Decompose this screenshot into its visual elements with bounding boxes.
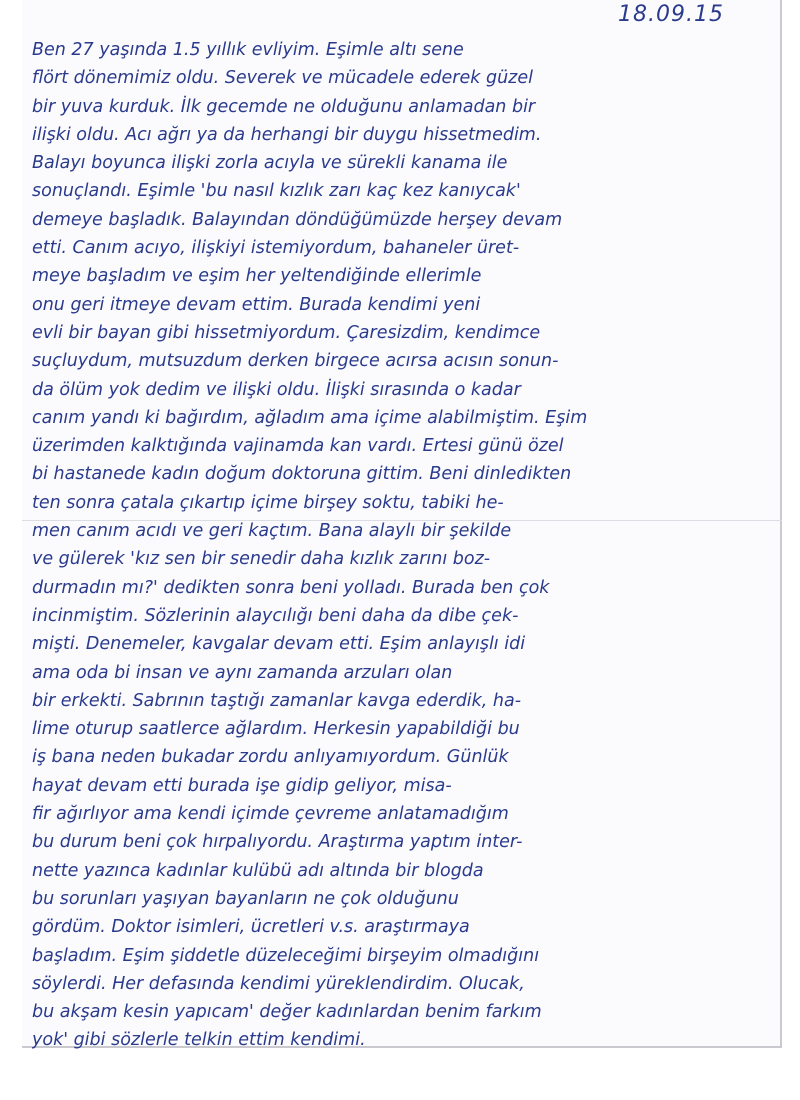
handwritten-line: Ben 27 yaşında 1.5 yıllık evliyim. Eşimle altı sene [32, 40, 464, 60]
handwritten-line: fir ağırlıyor ama kendi içimde çevreme anlatamadığım [32, 804, 509, 825]
handwritten-line: hayat devam etti burada işe gidip geliyor, misa- [32, 775, 452, 796]
handwritten-line: meye başladım ve eşim her yeltendiğinde ellerimle [32, 266, 482, 287]
handwritten-line: söylerdi. Her defasında kendimi yüreklendirdim. Olucak, [32, 973, 525, 994]
handwritten-line: bu akşam kesin yapıcam' değer kadınlardan benim farkım [32, 1002, 542, 1023]
handwritten-line: bu sorunları yaşıyan bayanların ne çok olduğunu [32, 888, 459, 909]
handwritten-line: bu durum beni çok hırpalıyordu. Araştırma yaptım inter- [32, 832, 523, 853]
handwritten-line: ama oda bi insan ve aynı zamanda arzuları olan [32, 662, 453, 683]
handwritten-line: suçluydum, mutsuzdum derken birgece acırsa acısın sonun- [32, 351, 559, 372]
letter-body [32, 36, 772, 1055]
handwritten-line: flört dönemimiz oldu. Severek ve mücadele ederek güzel [32, 68, 533, 89]
handwritten-line: üzerimden kalktığında vajinamda kan vardı. Ertesi günü özel [32, 436, 564, 457]
handwritten-line: sonuçlandı. Eşimle 'bu nasıl kızlık zarı kaç kez kanıycak' [32, 181, 521, 202]
handwritten-line: men canım acıdı ve geri kaçtım. Bana alaylı bir şekilde [32, 521, 512, 542]
handwritten-line: da ölüm yok dedim ve ilişki oldu. İlişki sırasında o kadar [32, 379, 521, 400]
handwritten-line: durmadın mı?' dedikten sonra beni yolladı. Burada ben çok [32, 577, 550, 598]
handwritten-line: incinmiştim. Sözlerinin alaycılığı beni daha da dibe çek- [32, 605, 519, 626]
handwritten-line: ve gülerek 'kız sen bir senedir daha kızlık zarını boz- [32, 549, 491, 570]
handwritten-line: evli bir bayan gibi hissetmiyordum. Çaresizdim, kendimce [32, 322, 541, 343]
handwritten-line: lime oturup saatlerce ağlardım. Herkesin yapabildiği bu [32, 719, 520, 740]
handwritten-line: onu geri itmeye devam ettim. Burada kendimi yeni [32, 294, 481, 315]
handwritten-line: bir yuva kurduk. İlk gecemde ne olduğunu anlamadan bir [32, 96, 536, 117]
letter-date: 18.09.15 [618, 2, 724, 27]
handwritten-line: yok' gibi sözlerle telkin ettim kendimi. [32, 1030, 366, 1051]
handwritten-line: bir erkekti. Sabrının taştığı zamanlar kavga ederdik, ha- [32, 690, 522, 711]
handwritten-line: ten sonra çatala çıkartıp içime birşey soktu, tabiki he- [32, 492, 504, 513]
handwritten-line: başladım. Eşim şiddetle düzeleceğimi birşeyim olmadığını [32, 945, 540, 966]
handwritten-line: Balayı boyunca ilişki zorla acıyla ve sürekli kanama ile [32, 153, 508, 174]
handwritten-line: demeye başladık. Balayından döndüğümüzde herşey devam [32, 209, 563, 230]
handwritten-line: gördüm. Doktor isimleri, ücretleri v.s. araştırmaya [32, 917, 470, 938]
handwritten-line: mişti. Denemeler, kavgalar devam etti. Eşim anlayışlı idi [32, 634, 526, 655]
handwritten-line: ilişki oldu. Acı ağrı ya da herhangi bir duygu hissetmedim. [32, 124, 542, 145]
handwritten-line: canım yandı ki bağırdım, ağladım ama içime alabilmiştim. Eşim [32, 407, 588, 428]
handwritten-line: bi hastanede kadın doğum doktoruna gittim. Beni dinledikten [32, 464, 572, 485]
handwritten-line: etti. Canım acıyo, ilişkiyi istemiyordum, bahaneler üret- [32, 238, 520, 259]
handwritten-line: iş bana neden bukadar zordu anlıyamıyordum. Günlük [32, 747, 509, 768]
handwritten-line: nette yazınca kadınlar kulübü adı altında bir blogda [32, 860, 484, 881]
handwritten-letter-page [22, 0, 782, 1051]
